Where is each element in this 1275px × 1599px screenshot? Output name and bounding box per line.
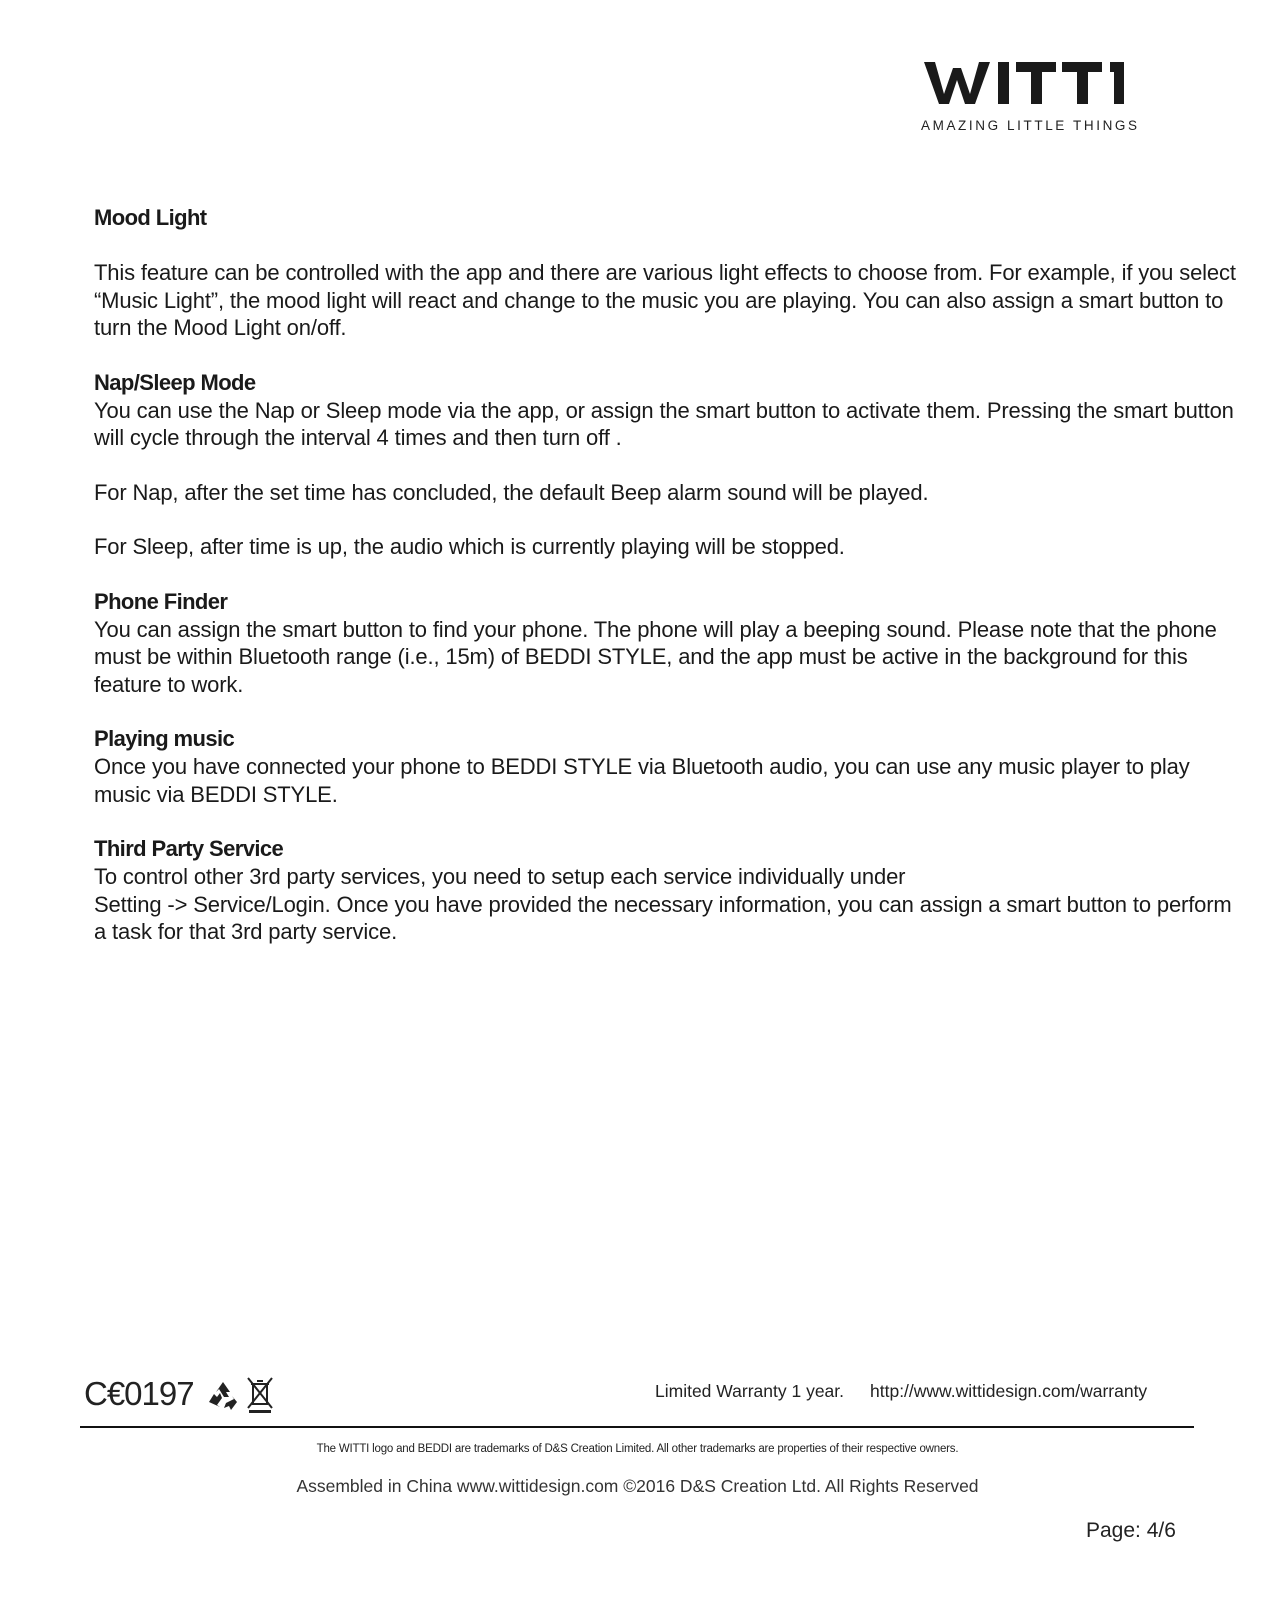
- phone-finder-paragraph: You can assign the smart button to find your phone. The phone will play a beeping sound. Please note that the phone must be within Bluetooth range (i.e., 15m) of BEDDI STYLE, and the app must be active in the background for this feature to work.: [94, 616, 1217, 697]
- playing-music-paragraph: Once you have connected your phone to BEDDI STYLE via Bluetooth audio, you can use any music player to play music via BEDDI STYLE.: [94, 754, 1190, 807]
- nap-sleep-paragraph-3: For Sleep, after time is up, the audio which is currently playing will be stopped.: [94, 534, 845, 559]
- warranty-link[interactable]: http://www.wittidesign.com/warranty: [870, 1381, 1148, 1401]
- logo-tagline: AMAZING LITTLE THINGS: [921, 118, 1140, 133]
- third-party-line-1: To control other 3rd party services, you need to setup each service individually under: [94, 864, 906, 889]
- section-title-playing-music: Playing music: [94, 726, 235, 751]
- witti-logo-mark: [924, 58, 1156, 106]
- assembled-notice: Assembled in China www.wittidesign.com ©2016 D&S Creation Ltd. All Rights Reserved: [296, 1476, 979, 1496]
- witti-logo: [921, 58, 1164, 138]
- weee-bin-icon: [246, 1376, 274, 1414]
- third-party-line-2: Setting -> Service/Login. Once you have provided the necessary information, you can assign a smart button to perform a task for that 3rd party service.: [94, 891, 1232, 944]
- page-number: Page: 4/6: [1086, 1519, 1176, 1542]
- document-body: [94, 204, 1244, 946]
- section-title-nap-sleep: Nap/Sleep Mode: [94, 369, 256, 395]
- ce-mark: C€0197: [84, 1375, 194, 1412]
- nap-sleep-paragraph-1: You can use the Nap or Sleep mode via the app, or assign the smart button to activate them. Pressing the smart button will cycle through the interval 4 times and then turn off .: [94, 397, 1234, 450]
- footer-divider: [80, 1426, 1194, 1428]
- warranty-text: Limited Warranty 1 year.: [655, 1381, 845, 1401]
- trademark-notice: The WITTI logo and BEDDI are trademarks of D&S Creation Limited. All other trademarks are properties of their respective owners.: [316, 1443, 959, 1455]
- mood-light-paragraph: This feature can be controlled with the app and there are various light effects to choose from. For example, if you select “Music Light”, the mood light will react and change to the music you are playing. You can also assign a smart button to turn the Mood Light on/off.: [94, 260, 1236, 340]
- section-title-phone-finder: Phone Finder: [94, 588, 228, 614]
- section-title-third-party: Third Party Service: [94, 836, 284, 861]
- recycle-icon: [206, 1380, 240, 1412]
- section-title-mood-light: Mood Light: [94, 205, 207, 230]
- nap-sleep-paragraph-2: For Nap, after the set time has concluded, the default Beep alarm sound will be played.: [94, 479, 929, 505]
